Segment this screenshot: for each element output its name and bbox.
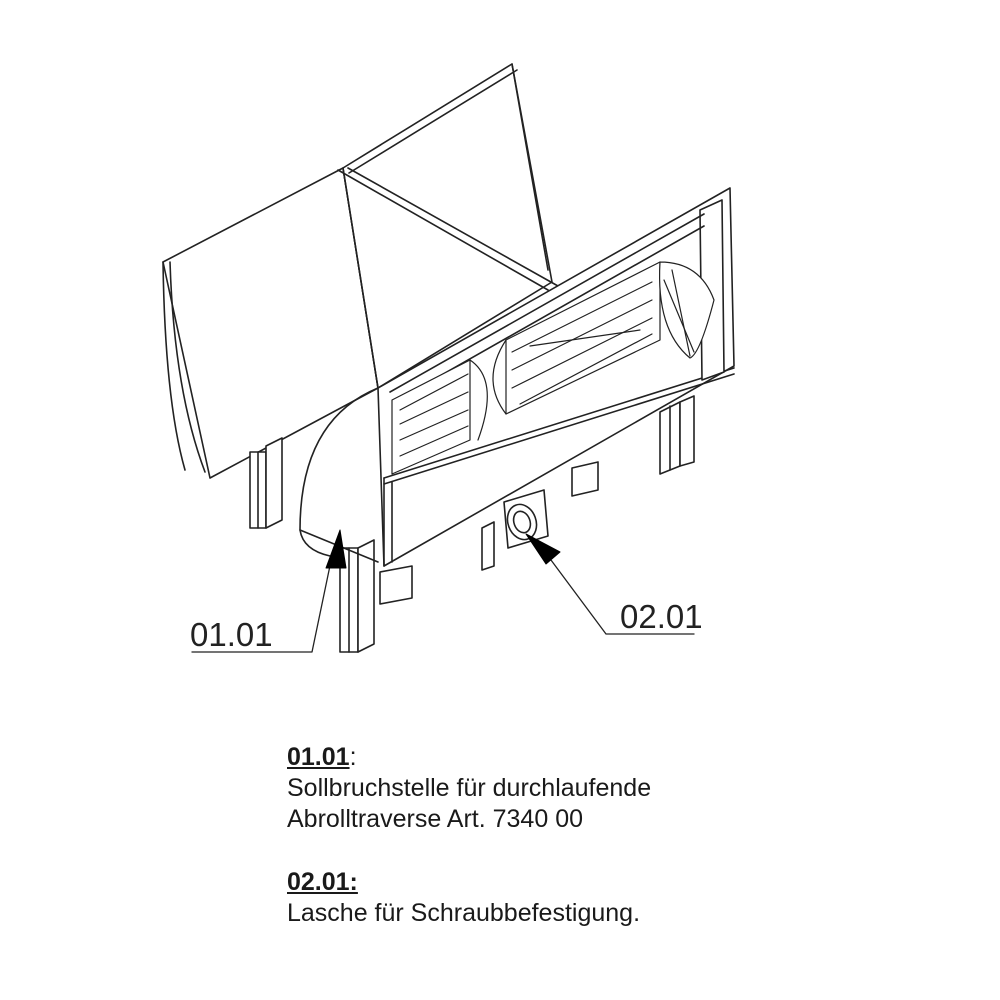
callout-01-01-label: 01.01 [190,616,273,653]
legend-code: 01.01 [287,743,350,771]
left-wall [163,168,378,478]
legend-code: 02.01: [287,868,358,896]
legend-separator: : [349,743,357,771]
callout-02-01-label: 02.01 [620,598,703,635]
legend-text-line: Abrolltraverse Art. 7340 00 [287,805,583,833]
callout-01-01-arrowhead [326,530,346,568]
legend [287,742,847,961]
legend-entry-02-01 [287,867,847,929]
screw-tab [503,490,548,548]
legend-entry-01-01 [287,742,847,835]
callout-02-01-arrowhead [526,534,560,564]
legend-text-line: Sollbruchstelle für durchlaufende [287,774,652,802]
legend-text-line: Lasche für Schraubbefestigung. [287,899,641,927]
